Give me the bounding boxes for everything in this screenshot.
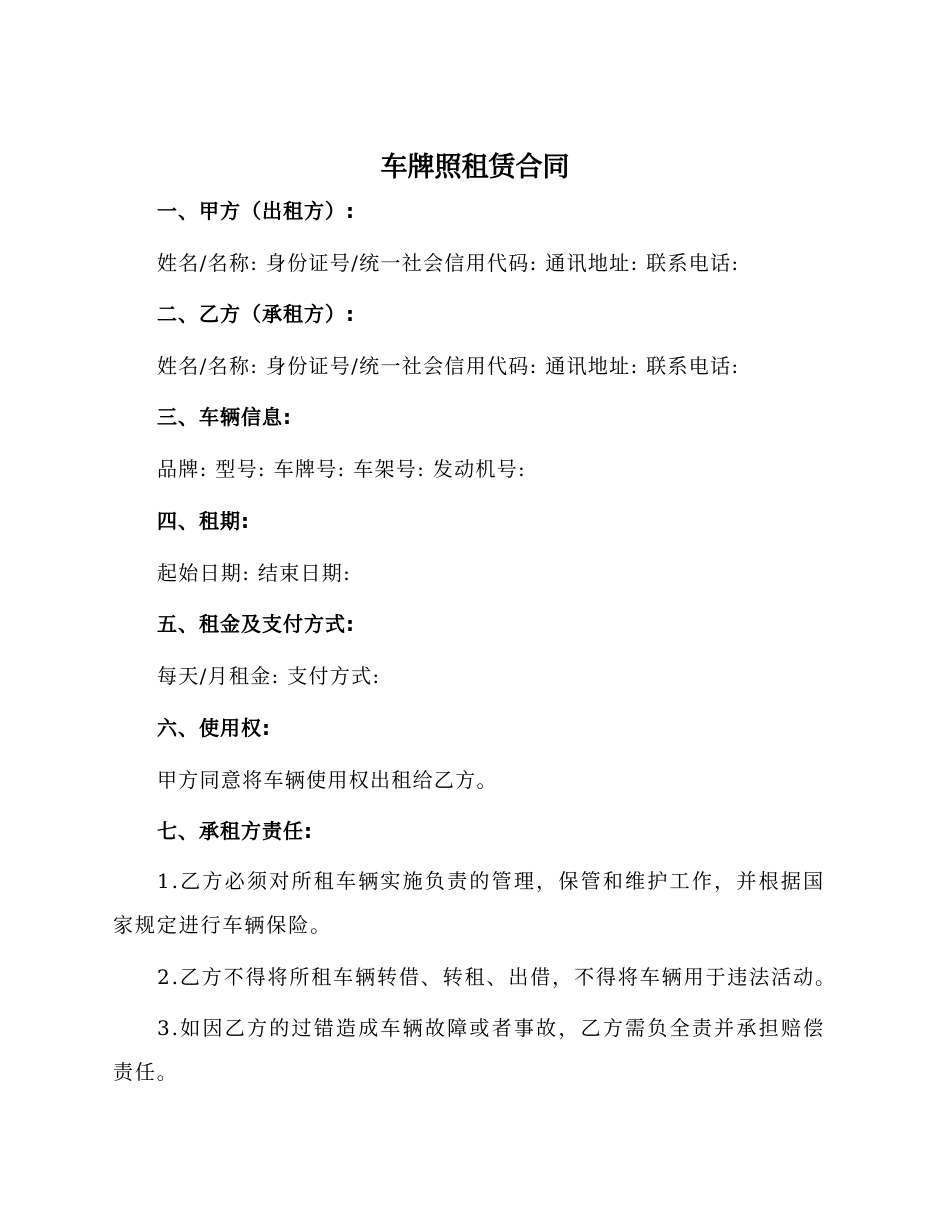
- section-heading-lease-term: 四、租期:: [157, 509, 250, 533]
- clause-1: 1.乙方必须对所租车辆实施负责的管理，保管和维护工作，并根据国家规定进行车辆保险。: [113, 869, 825, 937]
- usage-right-text: 甲方同意将车辆使用权出租给乙方。: [157, 768, 498, 792]
- section-heading-vehicle-info: 三、车辆信息:: [157, 405, 292, 429]
- section-heading-party-b: 二、乙方（承租方）:: [157, 302, 355, 326]
- clause-3: 3.如因乙方的过错造成车辆故障或者事故，乙方需负全责并承担赔偿责任。: [113, 1016, 825, 1084]
- section-heading-party-a: 一、甲方（出租方）:: [157, 199, 355, 223]
- section-heading-lessee-duty: 七、承租方责任:: [157, 819, 313, 843]
- section-heading-rent-payment: 五、租金及支付方式:: [157, 612, 355, 636]
- vehicle-info-fields: 品牌: 型号: 车牌号: 车架号: 发动机号:: [157, 457, 527, 481]
- document-title: 车牌照租赁合同: [380, 152, 570, 183]
- lease-term-fields: 起始日期: 结束日期:: [157, 561, 352, 585]
- party-a-fields: 姓名/名称: 身份证号/统一社会信用代码: 通讯地址: 联系电话:: [157, 251, 740, 275]
- clause-2: 2.乙方不得将所租车辆转借、转租、出借，不得将车辆用于违法活动。: [157, 965, 837, 989]
- section-heading-usage-right: 六、使用权:: [157, 716, 271, 740]
- party-b-fields: 姓名/名称: 身份证号/统一社会信用代码: 通讯地址: 联系电话:: [157, 354, 740, 378]
- rent-payment-fields: 每天/月租金: 支付方式:: [157, 664, 381, 688]
